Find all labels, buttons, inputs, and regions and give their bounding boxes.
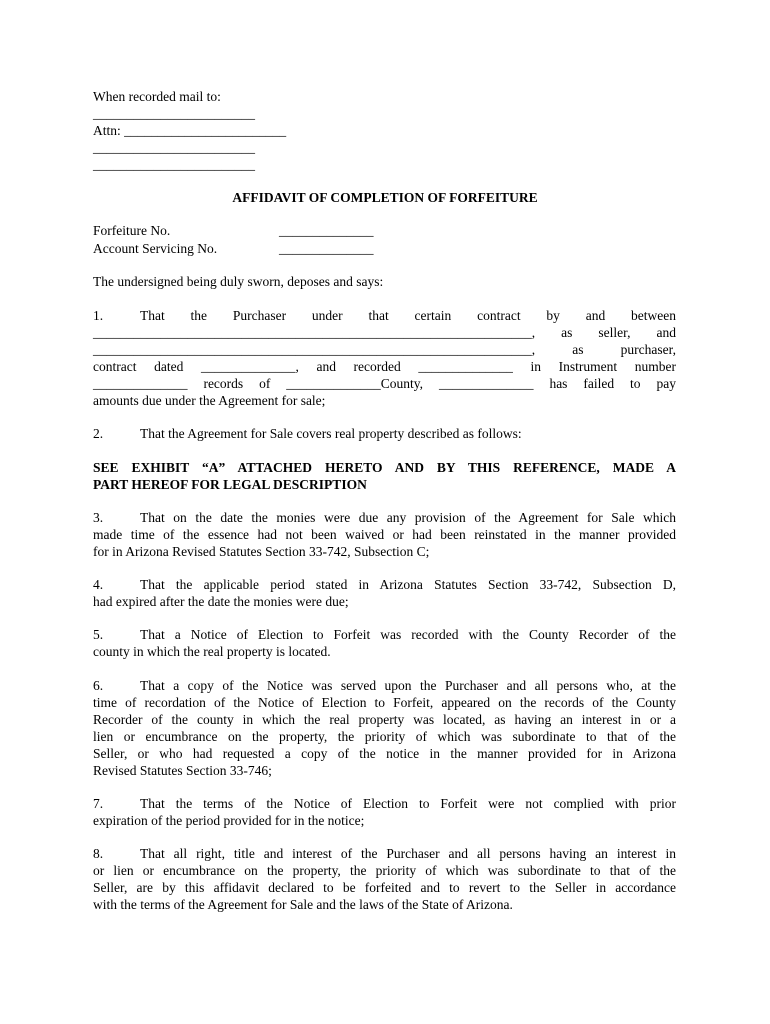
paragraph-1: [93, 307, 676, 409]
paragraph-8-line: Seller, are by this affidavit declared to be forfeited and to revert to the Seller in accordance: [93, 880, 676, 895]
exhibit-line: PART HEREOF FOR LEGAL DESCRIPTION: [93, 477, 367, 492]
return-line-2: ________________________: [93, 140, 255, 155]
paragraph-7: [93, 795, 676, 829]
paragraph-7-line: expiration of the period provided for in the notice;: [93, 813, 365, 828]
paragraph-8-line: 8. That all right, title and interest of the Purchaser and all persons having an interest in: [93, 846, 676, 861]
paragraph-6-number: 6.: [93, 678, 104, 693]
forfeiture-value: ______________: [279, 223, 374, 238]
paragraph-3-number: 3.: [93, 510, 104, 525]
paragraph-7-number: 7.: [93, 796, 104, 811]
paragraph-4-line: 4. That the applicable period stated in Arizona Statutes Section 33-742, Subsection D,: [93, 577, 676, 592]
paragraph-1-number: 1.: [93, 308, 104, 323]
paragraph-1-line: ______________ records of ______________County, ______________ has failed to pay: [93, 376, 676, 391]
paragraph-6-line: lien or encumbrance on the property, the priority of which was subordinate to that of the: [93, 729, 676, 744]
paragraph-2: [93, 425, 522, 442]
paragraph-6-line: time of recordation of the Notice of Election to Forfeit, appeared on the records of the County: [93, 695, 676, 710]
paragraph-6-line: Seller, or who had requested a copy of the notice in the manner provided for in Arizona: [93, 746, 676, 761]
document-title: AFFIDAVIT OF COMPLETION OF FORFEITURE: [232, 190, 538, 205]
paragraph-1-line: _________________________________________________________________, as purchaser,: [93, 342, 676, 357]
exhibit-line: SEE EXHIBIT “A” ATTACHED HERETO AND BY THIS REFERENCE, MADE A: [93, 460, 676, 475]
account-value: ______________: [279, 241, 374, 256]
paragraph-5: [93, 626, 676, 660]
paragraph-1-line: contract dated ______________, and recorded ______________ in Instrument number: [93, 359, 676, 374]
paragraph-1-line: 1. That the Purchaser under that certain contract by and between: [93, 308, 676, 323]
paragraph-4-number: 4.: [93, 577, 104, 592]
paragraph-6: [93, 677, 676, 779]
return-attn: Attn: ________________________: [93, 123, 287, 138]
paragraph-2-number: 2.: [93, 426, 104, 441]
paragraph-8-number: 8.: [93, 846, 104, 861]
return-line-1: ________________________: [93, 106, 255, 121]
paragraph-7-line: 7. That the terms of the Notice of Election to Forfeit were not complied with prior: [93, 796, 676, 811]
return-heading: When recorded mail to:: [93, 89, 221, 104]
paragraph-3-line: for in Arizona Revised Statutes Section 33-742, Subsection C;: [93, 544, 430, 559]
paragraph-5-number: 5.: [93, 627, 104, 642]
forfeiture-label: Forfeiture No.: [93, 223, 171, 238]
account-row: [93, 240, 374, 257]
paragraph-5-line: 5. That a Notice of Election to Forfeit was recorded with the County Recorder of the: [93, 627, 676, 642]
paragraph-3-line: 3. That on the date the monies were due any provision of the Agreement for Sale which: [93, 510, 676, 525]
paragraph-8-line: or lien or encumbrance on the property, the priority of which was subordinate to that of the: [93, 863, 676, 878]
paragraph-8-line: with the terms of the Agreement for Sale and the laws of the State of Arizona.: [93, 897, 513, 912]
paragraph-6-line: Revised Statutes Section 33-746;: [93, 763, 272, 778]
paragraph-3-line: made time of the essence had not been waived or had been reinstated in the manner provided: [93, 527, 676, 542]
paragraph-1-line: _________________________________________________________________, as seller, and: [93, 325, 676, 340]
paragraph-6-line: Recorder of the county in which the real property was located, as having an interest in or a: [93, 712, 676, 727]
paragraph-5-line: county in which the real property is located.: [93, 644, 331, 659]
paragraph-8: [93, 845, 676, 913]
exhibit-reference: [93, 459, 676, 493]
return-line-3: ________________________: [93, 157, 255, 172]
intro-text: The undersigned being duly sworn, deposes and says:: [93, 274, 384, 289]
paragraph-4-line: had expired after the date the monies were due;: [93, 594, 349, 609]
paragraph-1-line: amounts due under the Agreement for sale;: [93, 393, 326, 408]
paragraph-4: [93, 576, 676, 610]
forfeiture-row: [93, 222, 374, 239]
paragraph-3: [93, 509, 676, 560]
paragraph-6-line: 6. That a copy of the Notice was served upon the Purchaser and all persons who, at the: [93, 678, 676, 693]
account-label: Account Servicing No.: [93, 241, 218, 256]
paragraph-2-text: That the Agreement for Sale covers real property described as follows:: [140, 426, 522, 441]
